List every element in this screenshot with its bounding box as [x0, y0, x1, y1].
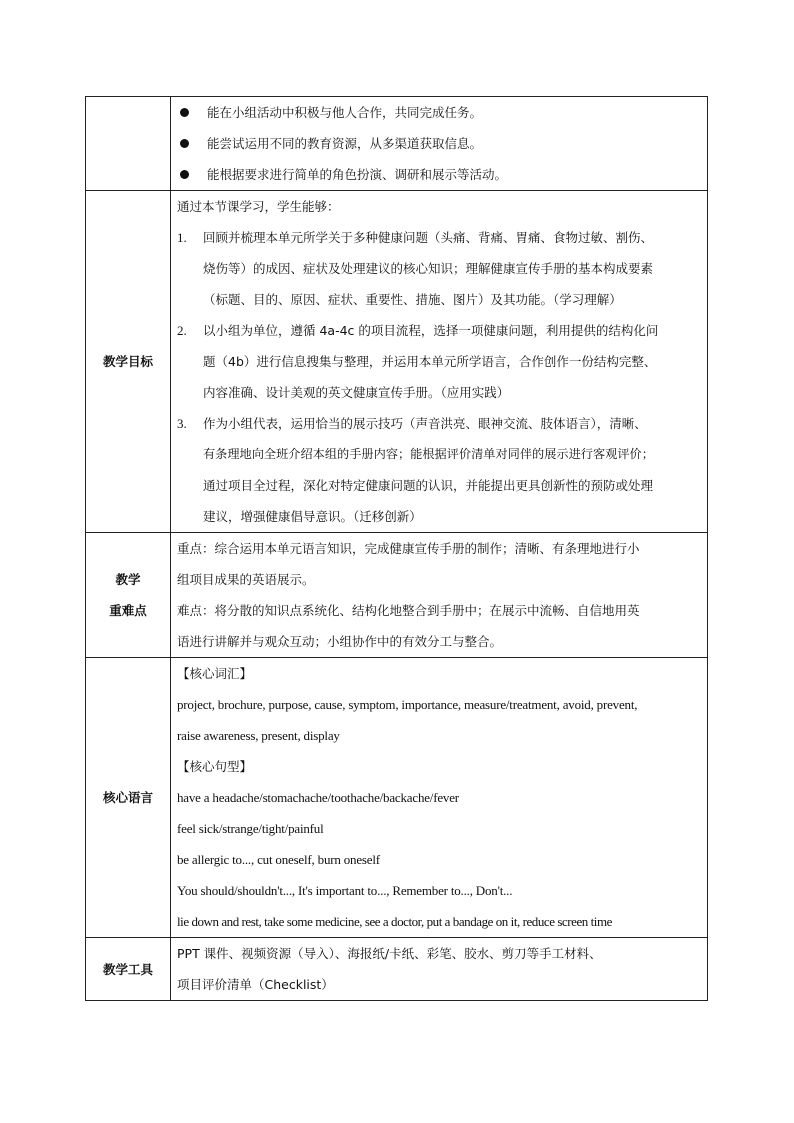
sentence-heading: 【核心句型】 — [177, 759, 253, 774]
objective-line: （标题、目的、原因、症状、重要性、措施、图片）及其功能。（学习理解） — [203, 292, 622, 307]
bullet-icon — [180, 139, 189, 148]
vocab-line: raise awareness, present, display — [177, 728, 340, 743]
ability-item — [177, 128, 703, 159]
objective-item-2 — [177, 315, 703, 408]
vocab-heading: 【核心词汇】 — [177, 666, 253, 681]
tools-content-cell — [171, 938, 708, 1001]
key-points-label-line2: 重难点 — [109, 603, 147, 618]
bullet-icon — [180, 170, 189, 179]
bullet-icon — [180, 108, 189, 117]
ability-row — [86, 97, 708, 191]
tools-line: 项目评价清单（Checklist） — [177, 977, 334, 992]
objective-line: 内容准确、设计美观的英文健康宣传手册。（应用实践） — [203, 385, 510, 400]
lesson-plan-table — [85, 96, 708, 1001]
core-language-row — [86, 658, 708, 938]
objectives-label: 教学目标 — [86, 191, 171, 533]
key-points-content-cell — [171, 533, 708, 658]
objective-line: 题（4b）进行信息搜集与整理，并运用本单元所学语言，合作创作一份结构完整、 — [203, 354, 657, 369]
objectives-row — [86, 191, 708, 533]
objective-line: 通过项目全过程，深化对特定健康问题的认识，并能提出更具创新性的预防或处理 — [203, 478, 654, 493]
sentence-line: feel sick/strange/tight/painful — [177, 821, 324, 836]
ability-text: 能在小组活动中积极与他人合作，共同完成任务。 — [207, 105, 483, 120]
objective-item-1 — [177, 222, 703, 315]
sentence-line: lie down and rest, take some medicine, see a doctor, put a bandage on it, reduce screen time — [177, 914, 612, 929]
ability-text: 能根据要求进行简单的角色扮演、调研和展示等活动。 — [207, 167, 508, 182]
ability-item — [177, 97, 703, 128]
tools-line: PPT 课件、视频资源（导入）、海报纸/卡纸、彩笔、胶水、剪刀等手工材料、 — [177, 946, 602, 961]
objective-line: 建议，增强健康倡导意识。（迁移创新） — [203, 509, 422, 524]
objective-item-3 — [177, 408, 703, 532]
key-points-row — [86, 533, 708, 658]
objectives-intro: 通过本节课学习，学生能够： — [177, 199, 340, 214]
sentence-line: You should/shouldn't..., It's important to..., Remember to..., Don't... — [177, 883, 513, 898]
objective-line: 有条理地向全班介绍本组的手册内容；能根据评价清单对同伴的展示进行客观评价； — [203, 447, 654, 461]
sentence-line: have a headache/stomachache/toothache/backache/fever — [177, 790, 459, 805]
objective-number: 3. — [177, 416, 187, 431]
key-points-label — [86, 533, 171, 658]
core-language-label: 核心语言 — [86, 658, 171, 938]
key-points-line: 语进行讲解并与观众互动；小组协作中的有效分工与整合。 — [177, 634, 503, 649]
key-points-line: 重点：综合运用本单元语言知识，完成健康宣传手册的制作；清晰、有条理地进行小 — [177, 541, 640, 556]
vocab-line: project, brochure, purpose, cause, symptom, importance, measure/treatment, avoid, prevent, — [177, 697, 638, 712]
core-language-content-cell — [171, 658, 708, 938]
ability-item — [177, 159, 703, 190]
sentence-line: be allergic to..., cut oneself, burn oneself — [177, 852, 380, 867]
objective-line: 作为小组代表，运用恰当的展示技巧（声音洪亮、眼神交流、肢体语言），清晰、 — [203, 416, 647, 431]
ability-label-cell — [86, 97, 171, 191]
objective-number: 1. — [177, 230, 187, 245]
ability-content-cell — [171, 97, 708, 191]
tools-row — [86, 938, 708, 1001]
objective-number: 2. — [177, 323, 187, 338]
objectives-content-cell — [171, 191, 708, 533]
key-points-label-line1: 教学 — [115, 572, 141, 587]
ability-text: 能尝试运用不同的教育资源，从多渠道获取信息。 — [207, 136, 483, 151]
objective-line: 以小组为单位，遵循 4a-4c 的项目流程，选择一项健康问题，利用提供的结构化问 — [203, 323, 659, 338]
objective-line: 烧伤等）的成因、症状及处理建议的核心知识；理解健康宣传手册的基本构成要素 — [203, 261, 654, 276]
key-points-line: 难点：将分散的知识点系统化、结构化地整合到手册中；在展示中流畅、自信地用英 — [177, 603, 640, 618]
key-points-line: 组项目成果的英语展示。 — [177, 572, 315, 587]
objective-line: 回顾并梳理本单元所学关于多种健康问题（头痛、背痛、胃痛、食物过敏、割伤、 — [203, 230, 654, 245]
tools-label: 教学工具 — [86, 938, 171, 1001]
